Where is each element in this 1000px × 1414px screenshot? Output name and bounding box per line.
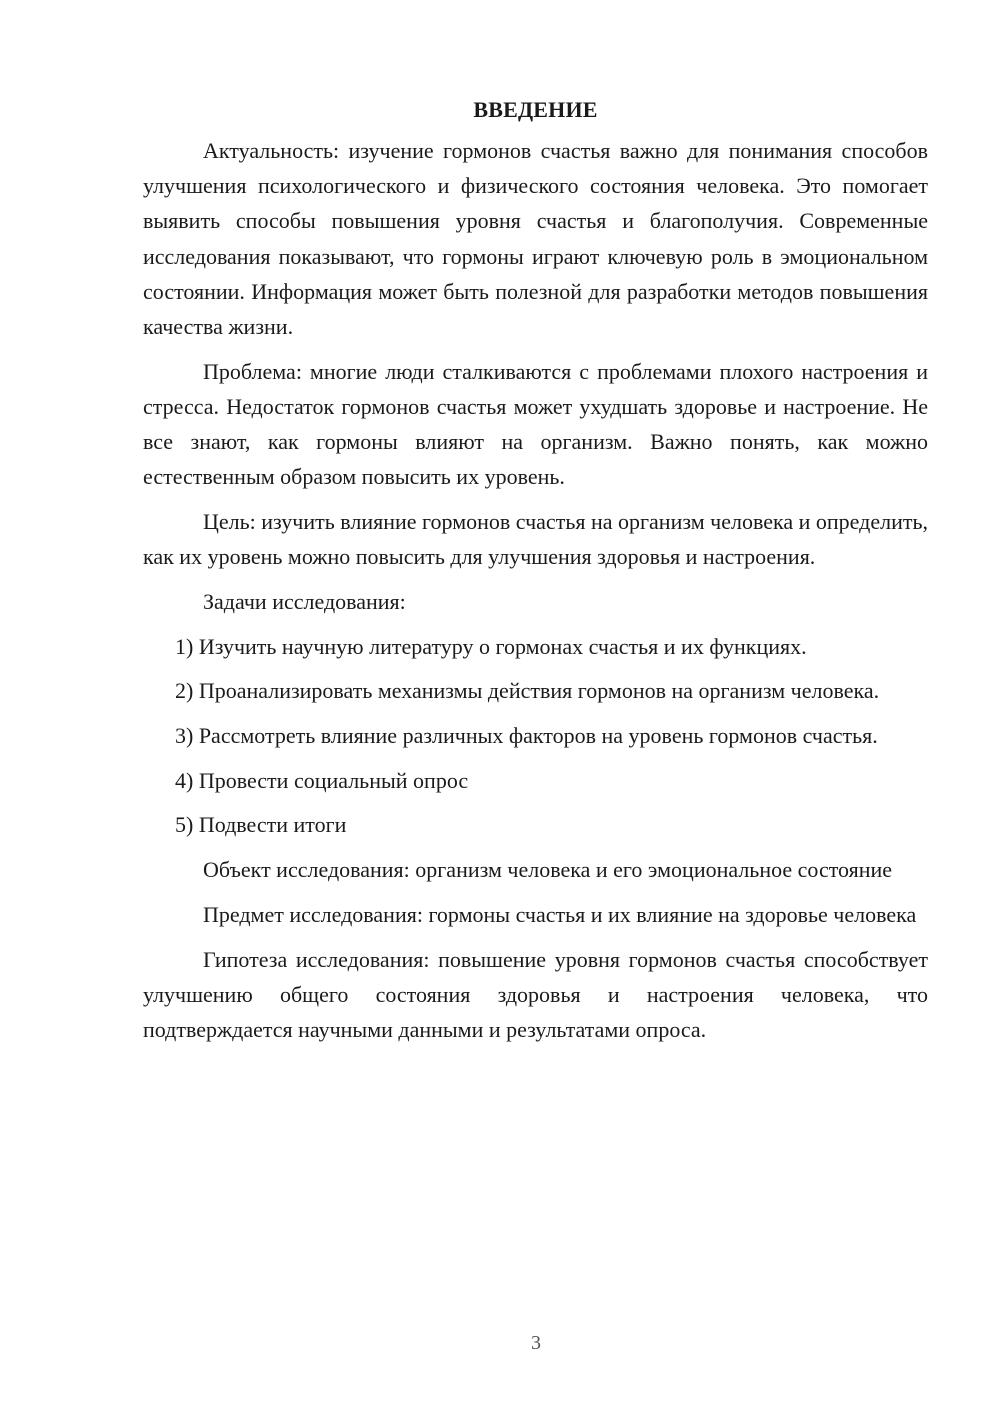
task-item-2: 2) Проанализировать механизмы действия гормонов на организм человека.	[175, 678, 880, 704]
task-item-4: 4) Провести социальный опрос	[175, 767, 469, 793]
paragraph-problem: Проблема: многие люди сталкиваются с проблемами плохого настроения и стресса. Недостаток гормонов счастья может ухудшать здоровье и настроение. Не все знают, как гормоны влияют на организм. Важно понять, как можно естественным образом повысить их уровень.	[143, 358, 928, 490]
paragraph-object: Объект исследования: организм человека и его эмоциональное состояние	[203, 857, 893, 883]
task-item-1: 1) Изучить научную литературу о гормонах счастья и их функциях.	[175, 633, 807, 659]
tasks-heading: Задачи исследования:	[203, 588, 406, 614]
paragraph-subject: Предмет исследования: гормоны счастья и их влияние на здоровье человека	[203, 901, 917, 927]
task-item-5: 5) Подвести итоги	[175, 812, 347, 838]
document-page	[143, 92, 928, 1057]
page-number: 3	[531, 1332, 541, 1354]
paragraph-goal: Цель: изучить влияние гормонов счастья на организм человека и определить, как их уровень можно повысить для улучшения здоровья и настроения.	[143, 509, 928, 570]
task-item-3: 3) Рассмотреть влияние различных факторов на уровень гормонов счастья.	[175, 723, 878, 749]
paragraph-hypothesis: Гипотеза исследования: повышение уровня гормонов счастья способствует улучшению общего состояния здоровья и настроения человека, что подтверждается научными данными и результатами опроса.	[143, 946, 928, 1042]
paragraph-relevance: Актуальность: изучение гормонов счастья важно для понимания способов улучшения психологического и физического состояния человека. Это помогает выявить способы повышения уровня счастья и благополучия. Современные исследования показывают, что гормоны играют ключевую роль в эмоциональном состоянии. Информация может быть полезной для разработки методов повышения качества жизни.	[143, 138, 928, 340]
page-title: ВВЕДЕНИЕ	[473, 97, 598, 122]
